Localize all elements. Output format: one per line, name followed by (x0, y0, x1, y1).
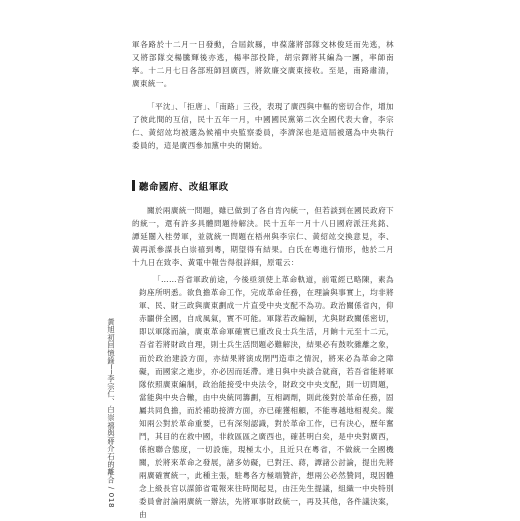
running-head: 黃旭初回憶錄──李宗仁、白崇禧與蔣介石的離合 ∕ 018 (107, 318, 116, 509)
section-heading (132, 179, 229, 192)
paragraph-party-congress: 「平沈」、「拒唐」、「南路」三役，表現了廣西與中樞的密切合作，增加了彼此間的互信，民十五年一月，中國國民黨第二次全國代表大會，李宗仁、黃紹竑均被選為候補中央監察委員，李濟深也是這屆被選為中央執行委員的，這是廣西參加黨中央的開始。 (132, 102, 394, 151)
section-title: 聽命國府、改組軍政 (139, 182, 229, 193)
lower-text-block (132, 204, 394, 521)
paragraph-unification: 關於兩廣統一問題，雖已做到了各自肯內統一，但若談到在國民政府下的統一，還有許多具體問題待解決。民十五年一月十八日國府派汪兆銘、譚延闓入桂勞軍，並就統一問題在梧州與李宗仁、黃紹竑交換意見，李、黃再派參謀長白崇禧到粵，期望得有結果。白氏在粵進行情形，他於二月十九日在致李、黃電中報告得很詳細，原電云： (132, 206, 394, 268)
paragraph-south-route: 軍各路於十二月一日發動，合屆欽縣，申葆藩將部隊交林俊廷而先逃，林又將部隊交楊騰輝後亦逃，楊率部投降，胡宗鐸將其編為一團，率師南寧。十二月七日各部班師回廣西，將欽廉交廣東接收。至是，南路肅清，廣東統一。 (132, 40, 394, 89)
heading-bar (132, 180, 135, 191)
quoted-telegram: 「……吾省軍政前途，今後亟須使上革命軌道，前電經已略陳，素為鈞座所明悉。欲負擔革命工作，完成革命任務，在理論與事實上，均非將軍、民、財三政與廣東劃成一片直受中央支配不為功。政治關係省內，仰赤闢併全國，自成風氣，實不可能。軍隊若改編制，尤與財政關係密切，即以軍隊而論，廣東革命軍確實已重改良士兵生活，月餉十元至十二元，吾省若將財政自理，則士兵生活問題必難解決，結果必有鼓吹雜離之象，而於政治建設方面，亦結果將演成閉門造車之情況，將來必為革命之障礙，而國家之進步，亦必因而延滯。達日與中央談合就商，若吾省能將軍隊依照廣東編制，政治能接受中央法令，財政交中央支配，則一切問題，當能與中央合轍，由中央統同籌劃，互相調劑，則此後對於革命任務，固屬共同負擔，而於補助接濟方面，亦已確獲相顧，不能專越地相視矣。縱知兩公對於革命重要，已有深刻認識，對於革命工作，已有決心，歷年奮鬥，其目的在救中國，非救區區之廣西也，確甚明白矣，是中央對廣西，係抱聯合態度，一切設施，現極太小，且近只在粵省，不做統一全國機關，於將來革命之發展，諸多妨礙，已對汪、蔣，譚諸公討論，提出先將兩廣確實統一，此種主張，駐粵各方極端贊許，想兩公必然贊同，現因體念上級長官以謀節省電報來往時間起見，由汪先生提議，組織一中央特別委員會討論兩廣統一辦法，先將軍事財政統一，再及其他，各件議決案，由 (139, 275, 394, 520)
upper-text-block (132, 38, 394, 152)
paragraph-gap (132, 90, 394, 100)
